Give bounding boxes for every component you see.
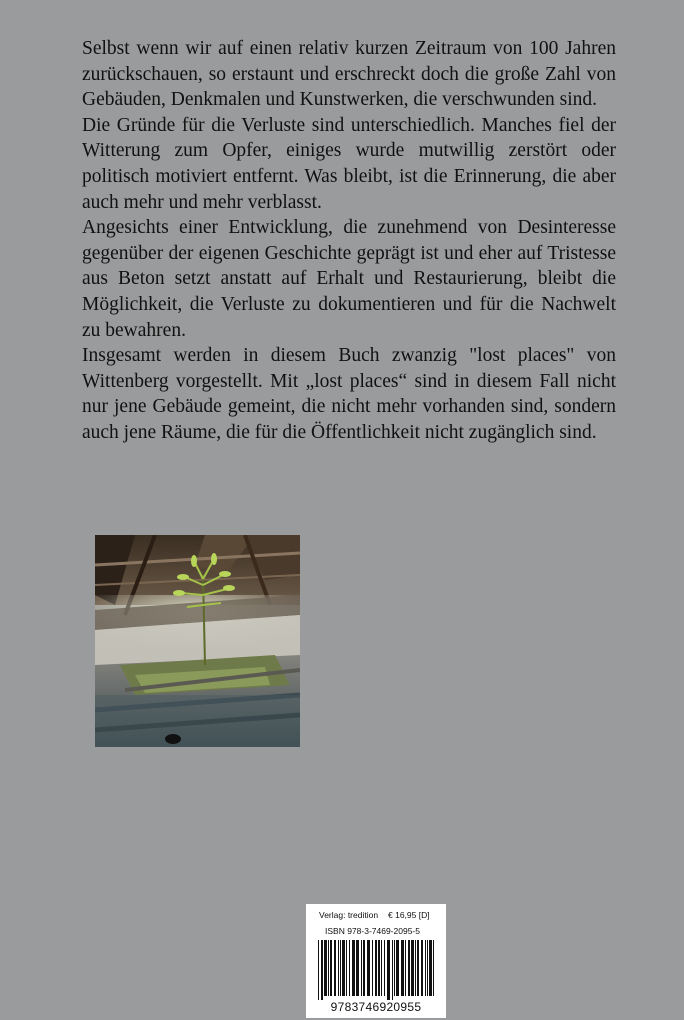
blurb-paragraph-4: Insgesamt werden in diesem Buch zwanzig "lost places" von Wittenberg vorgestellt. Mit „lost places“ sind in diesem Fall nicht nur jene Gebäude gemeint, die nicht mehr vorhanden sind, sondern auch jene Räume, die für die Öffentlichkeit nicht zugänglich sind. <box>82 345 616 443</box>
barcode-bar <box>384 940 385 996</box>
barcode-bar <box>349 940 350 996</box>
barcode-bar <box>433 940 434 996</box>
barcode-bar <box>421 940 423 996</box>
barcode-bar <box>363 940 365 996</box>
barcode-bar <box>324 940 327 996</box>
barcode-bar <box>328 940 329 996</box>
barcode-bar <box>394 940 395 996</box>
barcode-bar <box>375 940 377 996</box>
back-cover-blurb <box>82 36 616 446</box>
barcode-bar <box>346 940 347 996</box>
barcode-bar <box>387 940 390 1000</box>
barcode-bar <box>318 940 319 1000</box>
barcode-bar <box>417 940 419 996</box>
barcode-bar <box>401 940 404 996</box>
barcode-bar <box>411 940 414 996</box>
barcode-bar <box>415 940 416 996</box>
barcode-bar <box>361 940 362 996</box>
barcode-bar <box>372 940 373 996</box>
blurb-paragraph-1: Selbst wenn wir auf einen relativ kurzen Zeitraum von 100 Jahren zurückschauen, so erstaunt und erschreckt doch die große Zahl von Gebäuden, Denkmalen und Kunstwerken, die verschwunden sind. <box>82 38 616 111</box>
blurb-paragraph-3: Angesichts einer Entwicklung, die zunehmend von Desinteresse gegenüber der eigenen Geschichte geprägt ist und eher auf Tristesse aus Beton setzt anstatt auf Erhalt und Restaurierung, bleibt die Möglichkeit, die Verluste zu dokumentieren und für die Nachwelt zu bewahren. <box>82 217 616 341</box>
publisher-text: Verlag: tredition <box>319 910 379 920</box>
barcode-bar <box>392 940 393 1000</box>
barcode-bar <box>396 940 399 996</box>
barcode-bar <box>342 940 345 996</box>
barcode-bar <box>334 940 336 996</box>
isbn-text: ISBN 978-3-7469-2095-5 <box>325 926 420 936</box>
price-text: € 16,95 [D] <box>388 910 430 920</box>
barcode-bar <box>427 940 428 996</box>
barcode-bars <box>318 940 434 1000</box>
barcode-bar <box>352 940 355 996</box>
barcode-bar <box>340 940 341 996</box>
barcode-bar <box>367 940 370 996</box>
blurb-paragraph-2: Die Gründe für die Verluste sind unterschiedlich. Manches fiel der Witterung zum Opfer, einiges wurde mutwillig zerstört oder politisch motiviert entfernt. Was bleibt, ist die Erinnerung, die aber auch mehr und mehr verblasst. <box>82 114 616 213</box>
barcode-digits: 9783746920955 <box>330 1000 422 1014</box>
barcode-bar <box>429 940 432 996</box>
barcode-bar <box>338 940 339 996</box>
isbn-barcode-label <box>306 904 446 1018</box>
barcode-bar <box>405 940 406 996</box>
barcode-bar <box>321 940 323 1000</box>
barcode-bar <box>425 940 426 996</box>
attic-sapling-photo <box>95 535 300 747</box>
barcode-bar <box>381 940 382 996</box>
barcode-bar <box>356 940 359 996</box>
barcode-bar <box>378 940 380 996</box>
barcode-bar <box>408 940 410 996</box>
barcode-bar <box>330 940 332 996</box>
